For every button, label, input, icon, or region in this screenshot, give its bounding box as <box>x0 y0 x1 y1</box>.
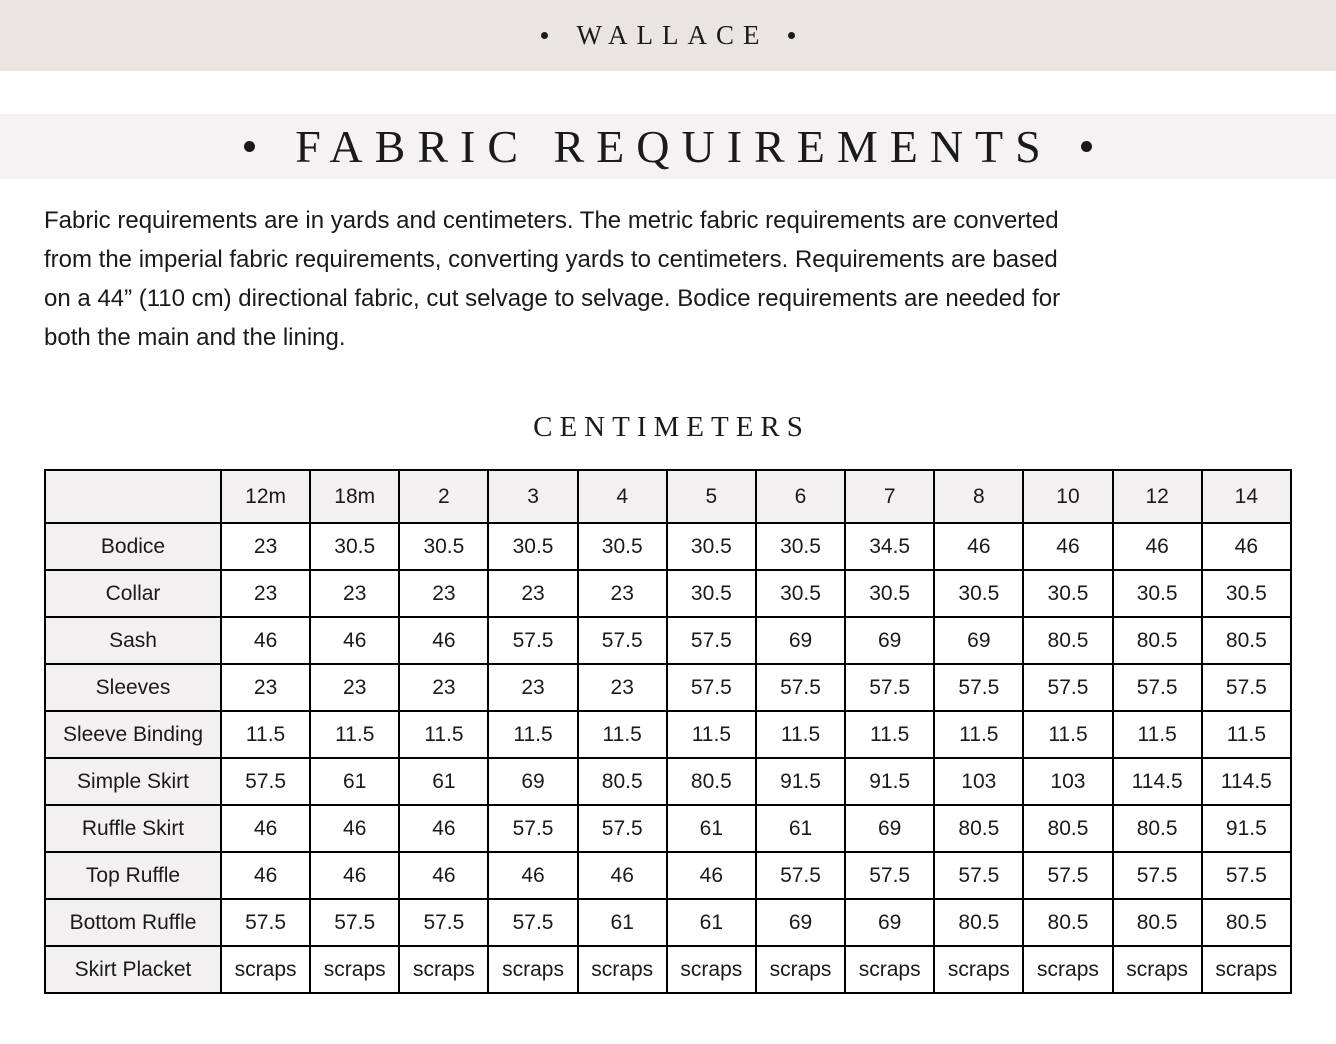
value-cell: 91.5 <box>756 758 845 805</box>
value-cell: 80.5 <box>1113 805 1202 852</box>
value-cell: 80.5 <box>934 805 1023 852</box>
value-cell: scraps <box>934 946 1023 993</box>
value-cell: 57.5 <box>756 852 845 899</box>
fabric-requirements-table <box>44 469 1292 994</box>
value-cell: 30.5 <box>399 523 488 570</box>
value-cell: 57.5 <box>667 617 756 664</box>
table-header-row <box>45 470 1291 523</box>
value-cell: 23 <box>488 664 577 711</box>
row-label: Simple Skirt <box>45 758 221 805</box>
title-banner <box>0 114 1336 179</box>
value-cell: 91.5 <box>1202 805 1291 852</box>
value-cell: 30.5 <box>667 570 756 617</box>
value-cell: scraps <box>399 946 488 993</box>
value-cell: 57.5 <box>1202 664 1291 711</box>
value-cell: 57.5 <box>756 664 845 711</box>
brand-title: WALLACE <box>576 20 769 50</box>
value-cell: 57.5 <box>1113 664 1202 711</box>
value-cell: scraps <box>310 946 399 993</box>
value-cell: 23 <box>221 523 310 570</box>
value-cell: 80.5 <box>1113 617 1202 664</box>
row-label: Top Ruffle <box>45 852 221 899</box>
value-cell: scraps <box>221 946 310 993</box>
value-cell: 46 <box>310 805 399 852</box>
table-row <box>45 664 1291 711</box>
value-cell: 69 <box>845 899 934 946</box>
value-cell: 57.5 <box>488 805 577 852</box>
size-column-header: 5 <box>667 470 756 523</box>
value-cell: 69 <box>756 899 845 946</box>
value-cell: 11.5 <box>310 711 399 758</box>
value-cell: 57.5 <box>221 758 310 805</box>
table-row <box>45 570 1291 617</box>
intro-line: on a 44” (110 cm) directional fabric, cut selvage to selvage. Bodice requirements are needed for <box>44 285 1061 312</box>
table-body <box>45 523 1291 993</box>
value-cell: 46 <box>1023 523 1112 570</box>
row-label: Sleeves <box>45 664 221 711</box>
value-cell: 30.5 <box>1113 570 1202 617</box>
size-column-header: 14 <box>1202 470 1291 523</box>
value-cell: 57.5 <box>221 899 310 946</box>
value-cell: 23 <box>221 570 310 617</box>
row-label: Bodice <box>45 523 221 570</box>
intro-line: from the imperial fabric requirements, converting yards to centimeters. Requirements are based <box>44 246 1058 273</box>
section-heading-centimeters: CENTIMETERS <box>533 411 810 443</box>
value-cell: 46 <box>934 523 1023 570</box>
value-cell: 61 <box>578 899 667 946</box>
value-cell: 23 <box>310 664 399 711</box>
value-cell: 30.5 <box>488 523 577 570</box>
value-cell: 30.5 <box>1202 570 1291 617</box>
value-cell: 80.5 <box>1023 805 1112 852</box>
value-cell: 69 <box>845 617 934 664</box>
value-cell: 114.5 <box>1113 758 1202 805</box>
value-cell: 103 <box>934 758 1023 805</box>
value-cell: 80.5 <box>1023 617 1112 664</box>
size-column-header: 10 <box>1023 470 1112 523</box>
value-cell: 80.5 <box>1113 899 1202 946</box>
value-cell: 34.5 <box>845 523 934 570</box>
value-cell: 57.5 <box>488 617 577 664</box>
value-cell: 57.5 <box>578 617 667 664</box>
value-cell: 80.5 <box>667 758 756 805</box>
size-column-header: 8 <box>934 470 1023 523</box>
value-cell: 57.5 <box>578 805 667 852</box>
value-cell: 11.5 <box>221 711 310 758</box>
value-cell: scraps <box>1202 946 1291 993</box>
value-cell: 46 <box>399 805 488 852</box>
row-label: Skirt Placket <box>45 946 221 993</box>
size-column-header: 6 <box>756 470 845 523</box>
table-row <box>45 617 1291 664</box>
value-cell: 11.5 <box>1113 711 1202 758</box>
value-cell: 61 <box>756 805 845 852</box>
value-cell: 30.5 <box>934 570 1023 617</box>
value-cell: 11.5 <box>399 711 488 758</box>
size-column-header: 18m <box>310 470 399 523</box>
value-cell: 61 <box>667 805 756 852</box>
value-cell: 69 <box>756 617 845 664</box>
value-cell: 30.5 <box>578 523 667 570</box>
value-cell: 69 <box>934 617 1023 664</box>
size-column-header: 12 <box>1113 470 1202 523</box>
value-cell: scraps <box>756 946 845 993</box>
value-cell: 80.5 <box>1023 899 1112 946</box>
value-cell: 57.5 <box>399 899 488 946</box>
value-cell: 57.5 <box>1023 664 1112 711</box>
value-cell: 57.5 <box>845 664 934 711</box>
value-cell: 80.5 <box>1202 899 1291 946</box>
row-label: Collar <box>45 570 221 617</box>
value-cell: 61 <box>667 899 756 946</box>
value-cell: 11.5 <box>667 711 756 758</box>
value-cell: 30.5 <box>1023 570 1112 617</box>
page-title: FABRIC REQUIREMENTS <box>295 121 1053 172</box>
intro-line: both the main and the lining. <box>44 324 346 351</box>
value-cell: 57.5 <box>488 899 577 946</box>
bullet-icon <box>541 32 548 39</box>
size-column-header: 2 <box>399 470 488 523</box>
value-cell: 11.5 <box>578 711 667 758</box>
value-cell: 46 <box>221 617 310 664</box>
value-cell: 114.5 <box>1202 758 1291 805</box>
intro-line: Fabric requirements are in yards and centimeters. The metric fabric requirements are converted <box>44 207 1059 234</box>
value-cell: 46 <box>488 852 577 899</box>
value-cell: 69 <box>845 805 934 852</box>
table-row <box>45 711 1291 758</box>
size-column-header: 7 <box>845 470 934 523</box>
value-cell: 30.5 <box>667 523 756 570</box>
table-row <box>45 523 1291 570</box>
value-cell: 57.5 <box>845 852 934 899</box>
value-cell: 61 <box>399 758 488 805</box>
value-cell: 46 <box>310 617 399 664</box>
value-cell: 11.5 <box>845 711 934 758</box>
value-cell: 23 <box>578 570 667 617</box>
bullet-icon <box>788 32 795 39</box>
value-cell: 46 <box>667 852 756 899</box>
value-cell: 23 <box>399 664 488 711</box>
table-corner-cell <box>45 470 221 523</box>
row-label: Ruffle Skirt <box>45 805 221 852</box>
value-cell: 30.5 <box>845 570 934 617</box>
table-row <box>45 805 1291 852</box>
value-cell: 23 <box>310 570 399 617</box>
value-cell: 46 <box>399 852 488 899</box>
value-cell: 46 <box>310 852 399 899</box>
value-cell: 23 <box>221 664 310 711</box>
value-cell: 11.5 <box>1023 711 1112 758</box>
value-cell: 103 <box>1023 758 1112 805</box>
value-cell: 30.5 <box>756 523 845 570</box>
value-cell: 23 <box>488 570 577 617</box>
value-cell: 11.5 <box>488 711 577 758</box>
value-cell: 69 <box>488 758 577 805</box>
value-cell: 91.5 <box>845 758 934 805</box>
value-cell: 57.5 <box>1023 852 1112 899</box>
value-cell: 46 <box>578 852 667 899</box>
value-cell: 57.5 <box>934 664 1023 711</box>
value-cell: 57.5 <box>934 852 1023 899</box>
value-cell: 30.5 <box>756 570 845 617</box>
value-cell: 46 <box>399 617 488 664</box>
value-cell: 46 <box>1202 523 1291 570</box>
value-cell: 11.5 <box>756 711 845 758</box>
value-cell: scraps <box>1113 946 1202 993</box>
value-cell: 80.5 <box>578 758 667 805</box>
table-row <box>45 899 1291 946</box>
table-row <box>45 852 1291 899</box>
value-cell: scraps <box>1023 946 1112 993</box>
size-column-header: 4 <box>578 470 667 523</box>
value-cell: 11.5 <box>934 711 1023 758</box>
row-label: Bottom Ruffle <box>45 899 221 946</box>
value-cell: 61 <box>310 758 399 805</box>
value-cell: 57.5 <box>310 899 399 946</box>
value-cell: 23 <box>399 570 488 617</box>
value-cell: scraps <box>488 946 577 993</box>
table-header <box>45 470 1291 523</box>
row-label: Sash <box>45 617 221 664</box>
value-cell: 57.5 <box>1113 852 1202 899</box>
value-cell: 23 <box>578 664 667 711</box>
value-cell: 11.5 <box>1202 711 1291 758</box>
value-cell: 80.5 <box>934 899 1023 946</box>
brand-banner <box>0 0 1336 71</box>
value-cell: 46 <box>221 852 310 899</box>
bullet-icon <box>244 141 255 152</box>
table-row <box>45 946 1291 993</box>
value-cell: 46 <box>221 805 310 852</box>
bullet-icon <box>1081 141 1092 152</box>
value-cell: scraps <box>667 946 756 993</box>
row-label: Sleeve Binding <box>45 711 221 758</box>
value-cell: 80.5 <box>1202 617 1291 664</box>
size-column-header: 12m <box>221 470 310 523</box>
value-cell: 46 <box>1113 523 1202 570</box>
value-cell: 30.5 <box>310 523 399 570</box>
value-cell: scraps <box>578 946 667 993</box>
value-cell: scraps <box>845 946 934 993</box>
value-cell: 57.5 <box>1202 852 1291 899</box>
size-column-header: 3 <box>488 470 577 523</box>
table-row <box>45 758 1291 805</box>
intro-paragraph <box>44 201 1292 357</box>
value-cell: 57.5 <box>667 664 756 711</box>
